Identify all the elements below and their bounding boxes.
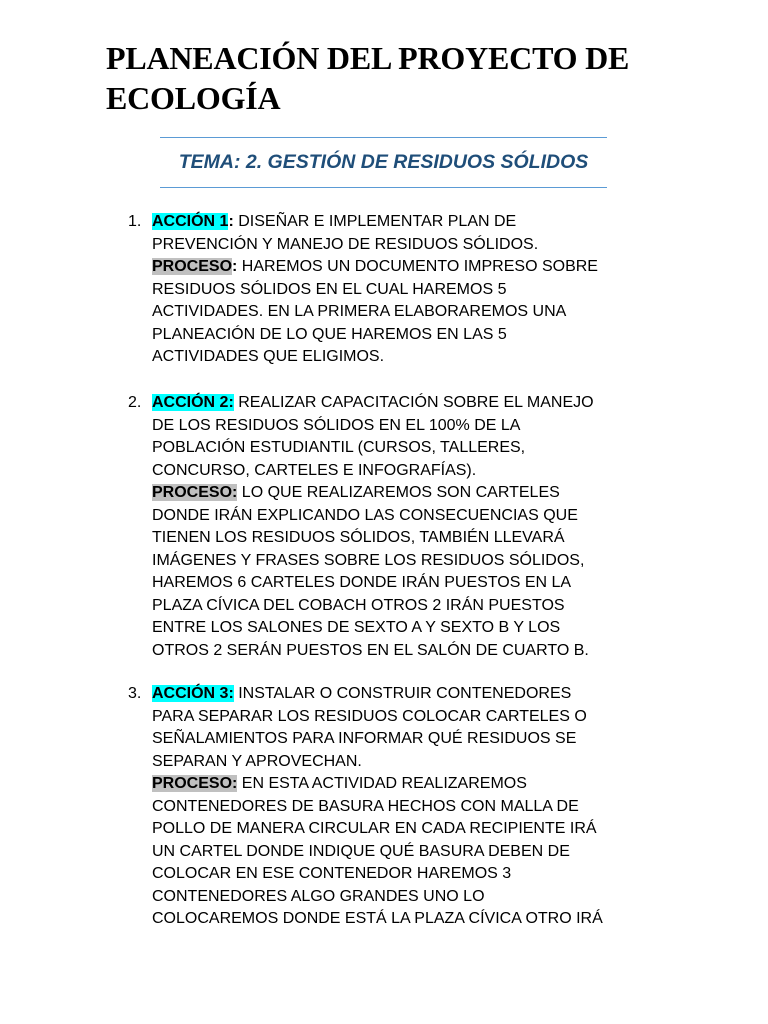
process-text-line: TIENEN LOS RESIDUOS SÓLIDOS, TAMBIÉN LLEVARÁ — [152, 529, 565, 546]
process-text-line: POLLO DE MANERA CIRCULAR EN CADA RECIPIENTE IRÁ — [152, 820, 597, 837]
action-label: ACCIÓN 3: — [152, 685, 234, 702]
process-text-line: ACTIVIDADES. EN LA PRIMERA ELABORAREMOS UNA — [152, 303, 567, 320]
process-text: EN ESTA ACTIVIDAD REALIZAREMOS — [237, 775, 527, 792]
subtitle-top-rule — [160, 137, 607, 138]
action-text-line: POBLACIÓN ESTUDIANTIL (CURSOS, TALLERES, — [152, 439, 526, 456]
process-text-line: DONDE IRÁN EXPLICANDO LAS CONSECUENCIAS QUE — [152, 506, 578, 524]
document-title: PLANEACIÓN DEL PROYECTO DE ECOLOGÍA — [106, 40, 630, 116]
action-text-line: DE LOS RESIDUOS SÓLIDOS EN EL 100% DE LA — [152, 416, 521, 434]
action-paragraph — [152, 211, 672, 256]
process-line — [152, 256, 672, 279]
action-text-line: SEÑALAMIENTOS PARA INFORMAR QUÉ RESIDUOS SE — [152, 730, 577, 747]
action-line — [152, 683, 672, 706]
list-item — [128, 211, 672, 369]
subtitle-bottom-rule — [160, 187, 607, 188]
list-item-number: 1. — [128, 213, 142, 230]
process-text-line: HAREMOS 6 CARTELES DONDE IRÁN PUESTOS EN LA — [152, 574, 572, 591]
process-label: PROCESO — [152, 258, 233, 275]
process-text-line: CONTENEDORES ALGO GRANDES UNO LO — [152, 887, 485, 905]
process-line — [152, 482, 672, 505]
action-paragraph — [152, 392, 672, 482]
process-text-line: ACTIVIDADES QUE ELIGIMOS. — [152, 348, 385, 365]
action-label: ACCIÓN 1 — [152, 213, 229, 230]
process-text-line: UN CARTEL DONDE INDIQUE QUÉ BASURA DEBEN DE — [152, 842, 570, 860]
process-text-line: PLANEACIÓN DE LO QUE HAREMOS EN LAS 5 — [152, 325, 507, 343]
action-text-line: PREVENCIÓN Y MANEJO DE RESIDUOS SÓLIDOS. — [152, 235, 539, 253]
process-text: LO QUE REALIZAREMOS SON CARTELES — [237, 484, 560, 501]
process-colon: : — [232, 258, 238, 275]
action-text: REALIZAR CAPACITACIÓN SOBRE EL MANEJO — [233, 394, 594, 411]
process-label: PROCESO: — [152, 484, 238, 501]
process-text: HAREMOS UN DOCUMENTO IMPRESO SOBRE — [237, 258, 598, 275]
action-paragraph — [152, 683, 672, 773]
action-colon: : — [228, 213, 234, 230]
action-line — [152, 392, 672, 415]
process-text-line: OTROS 2 SERÁN PUESTOS EN EL SALÓN DE CUARTO B. — [152, 641, 589, 659]
process-text-line: ENTRE LOS SALONES DE SEXTO A Y SEXTO B Y LOS — [152, 619, 561, 636]
list-item-number: 2. — [128, 394, 142, 411]
process-paragraph — [152, 256, 672, 369]
list-item — [128, 683, 672, 931]
process-paragraph — [152, 482, 672, 662]
action-text: DISEÑAR E IMPLEMENTAR PLAN DE — [233, 213, 517, 230]
list-item — [128, 392, 672, 662]
action-text-line: SEPARAN Y APROVECHAN. — [152, 752, 362, 770]
list-item-number: 3. — [128, 685, 142, 702]
process-text-line: IMÁGENES Y FRASES SOBRE LOS RESIDUOS SÓLIDOS, — [152, 551, 585, 569]
process-text-line: COLOCAREMOS DONDE ESTÁ LA PLAZA CÍVICA OTRO IRÁ — [152, 910, 603, 927]
process-text-line: CONTENEDORES DE BASURA HECHOS CON MALLA DE — [152, 797, 579, 815]
process-paragraph — [152, 773, 672, 931]
process-line — [152, 773, 672, 796]
process-text-line: PLAZA CÍVICA DEL COBACH OTROS 2 IRÁN PUESTOS — [152, 596, 565, 614]
process-text-line: RESIDUOS SÓLIDOS EN EL CUAL HAREMOS 5 — [152, 280, 507, 298]
action-line — [152, 211, 672, 234]
action-label: ACCIÓN 2: — [152, 394, 234, 411]
process-label: PROCESO: — [152, 775, 238, 792]
action-text-line: CONCURSO, CARTELES E INFOGRAFÍAS). — [152, 461, 477, 479]
process-text-line: COLOCAR EN ESE CONTENEDOR HAREMOS 3 — [152, 865, 512, 882]
action-text-line: PARA SEPARAR LOS RESIDUOS COLOCAR CARTELES O — [152, 707, 587, 725]
document-subtitle: TEMA: 2. GESTIÓN DE RESIDUOS SÓLIDOS — [178, 151, 589, 173]
action-text: INSTALAR O CONSTRUIR CONTENEDORES — [233, 685, 572, 702]
